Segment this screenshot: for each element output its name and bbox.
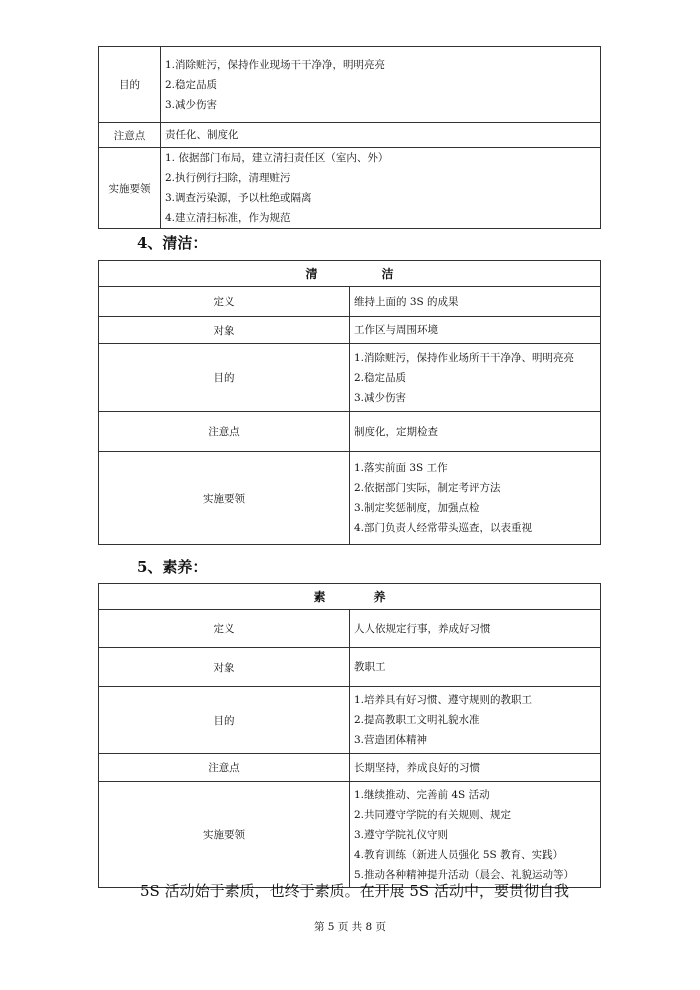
content-line: 长期坚持，养成良好的习惯 xyxy=(354,761,480,774)
row-content xyxy=(350,648,601,687)
row-label: 定义 xyxy=(99,610,350,648)
row-label: 注意点 xyxy=(99,412,350,452)
page-number: 第 5 页 共 8 页 xyxy=(313,921,387,933)
content-line: 3.减少伤害 xyxy=(354,391,407,404)
table-title-char: 洁 xyxy=(381,267,394,281)
row-label: 注意点 xyxy=(99,754,350,782)
content-line: 维持上面的 3S 的成果 xyxy=(354,295,459,308)
content-line: 3.调查污染源，予以杜绝或隔离 xyxy=(165,192,312,204)
content-line: 教职工 xyxy=(354,661,386,673)
content-line: 1.消除赃污，保持作业场所干干净净、明明亮亮 xyxy=(354,351,575,364)
row-label: 注意点 xyxy=(99,123,161,148)
content-line: 制度化，定期检查 xyxy=(354,425,438,438)
row-label: 实施要领 xyxy=(99,452,350,545)
row-content xyxy=(350,610,601,648)
content-line: 2.提高教职工文明礼貌水准 xyxy=(354,714,480,726)
content-line: 4.教育训练（新进人员强化 5S 教育、实践） xyxy=(354,848,564,861)
content-line: 工作区与周围环境 xyxy=(354,324,438,336)
row-content xyxy=(161,47,601,123)
table-title xyxy=(99,261,601,287)
row-label: 对象 xyxy=(99,648,350,687)
row-label: 目的 xyxy=(99,687,350,754)
content-line: 4.建立清扫标准，作为规范 xyxy=(165,212,291,224)
table-title-char: 清 xyxy=(305,267,318,281)
row-content xyxy=(350,782,601,888)
row-label: 定义 xyxy=(99,287,350,317)
row-label: 对象 xyxy=(99,317,350,344)
row-label: 实施要领 xyxy=(99,782,350,888)
row-content xyxy=(350,687,601,754)
row-content xyxy=(350,287,601,317)
content-line: 2.共同遵守学院的有关规则、规定 xyxy=(354,808,512,821)
row-label: 目的 xyxy=(99,47,161,123)
content-line: 4.部门负责人经常带头巡查，以表重视 xyxy=(354,522,533,534)
content-line: 5.推动各种精神提升活动（晨会、礼貌运动等） xyxy=(354,868,575,881)
row-content xyxy=(350,754,601,782)
content-line: 3.减少伤害 xyxy=(165,98,218,111)
row-content xyxy=(161,123,601,148)
content-line: 1.消除赃污，保持作业现场干干净净，明明亮亮 xyxy=(165,58,386,71)
content-line: 1.继续推动、完善前 4S 活动 xyxy=(354,788,490,801)
content-line: 1. 依据部门布局，建立清扫责任区（室内、外） xyxy=(165,152,389,164)
content-line: 2.稳定品质 xyxy=(354,371,407,384)
row-content xyxy=(350,317,601,344)
content-line: 2.依据部门实际，制定考评方法 xyxy=(354,482,501,494)
cleaning-table xyxy=(98,46,601,229)
table-title-char: 素 xyxy=(313,590,326,604)
content-line: 2.稳定品质 xyxy=(165,78,218,91)
section-heading-5: 5、素养： xyxy=(137,558,208,576)
table-title xyxy=(99,584,601,610)
content-line: 3.遵守学院礼仪守则 xyxy=(354,828,449,841)
content-line: 3.制定奖惩制度，加强点检 xyxy=(354,502,480,514)
row-content xyxy=(161,148,601,229)
tidiness-table xyxy=(98,260,601,545)
row-label: 实施要领 xyxy=(99,148,161,229)
content-line: 3.营造团体精神 xyxy=(354,734,428,746)
section-heading-4: 4、清洁： xyxy=(137,234,208,252)
discipline-table xyxy=(98,583,601,888)
table-title-char: 养 xyxy=(373,590,386,604)
content-line: 1.培养具有好习惯、遵守规则的教职工 xyxy=(354,694,533,706)
content-line: 2.执行例行扫除，清理赃污 xyxy=(165,172,291,184)
row-content xyxy=(350,412,601,452)
content-line: 1.落实前面 3S 工作 xyxy=(354,462,448,474)
content-line: 责任化、制度化 xyxy=(165,129,239,141)
body-paragraph: 5S 活动始于素质，也终于素质。在开展 5S 活动中，要贯彻自我 xyxy=(140,882,569,900)
row-content xyxy=(350,344,601,412)
row-label: 目的 xyxy=(99,344,350,412)
row-content xyxy=(350,452,601,545)
content-line: 人人依规定行事，养成好习惯 xyxy=(354,622,491,635)
